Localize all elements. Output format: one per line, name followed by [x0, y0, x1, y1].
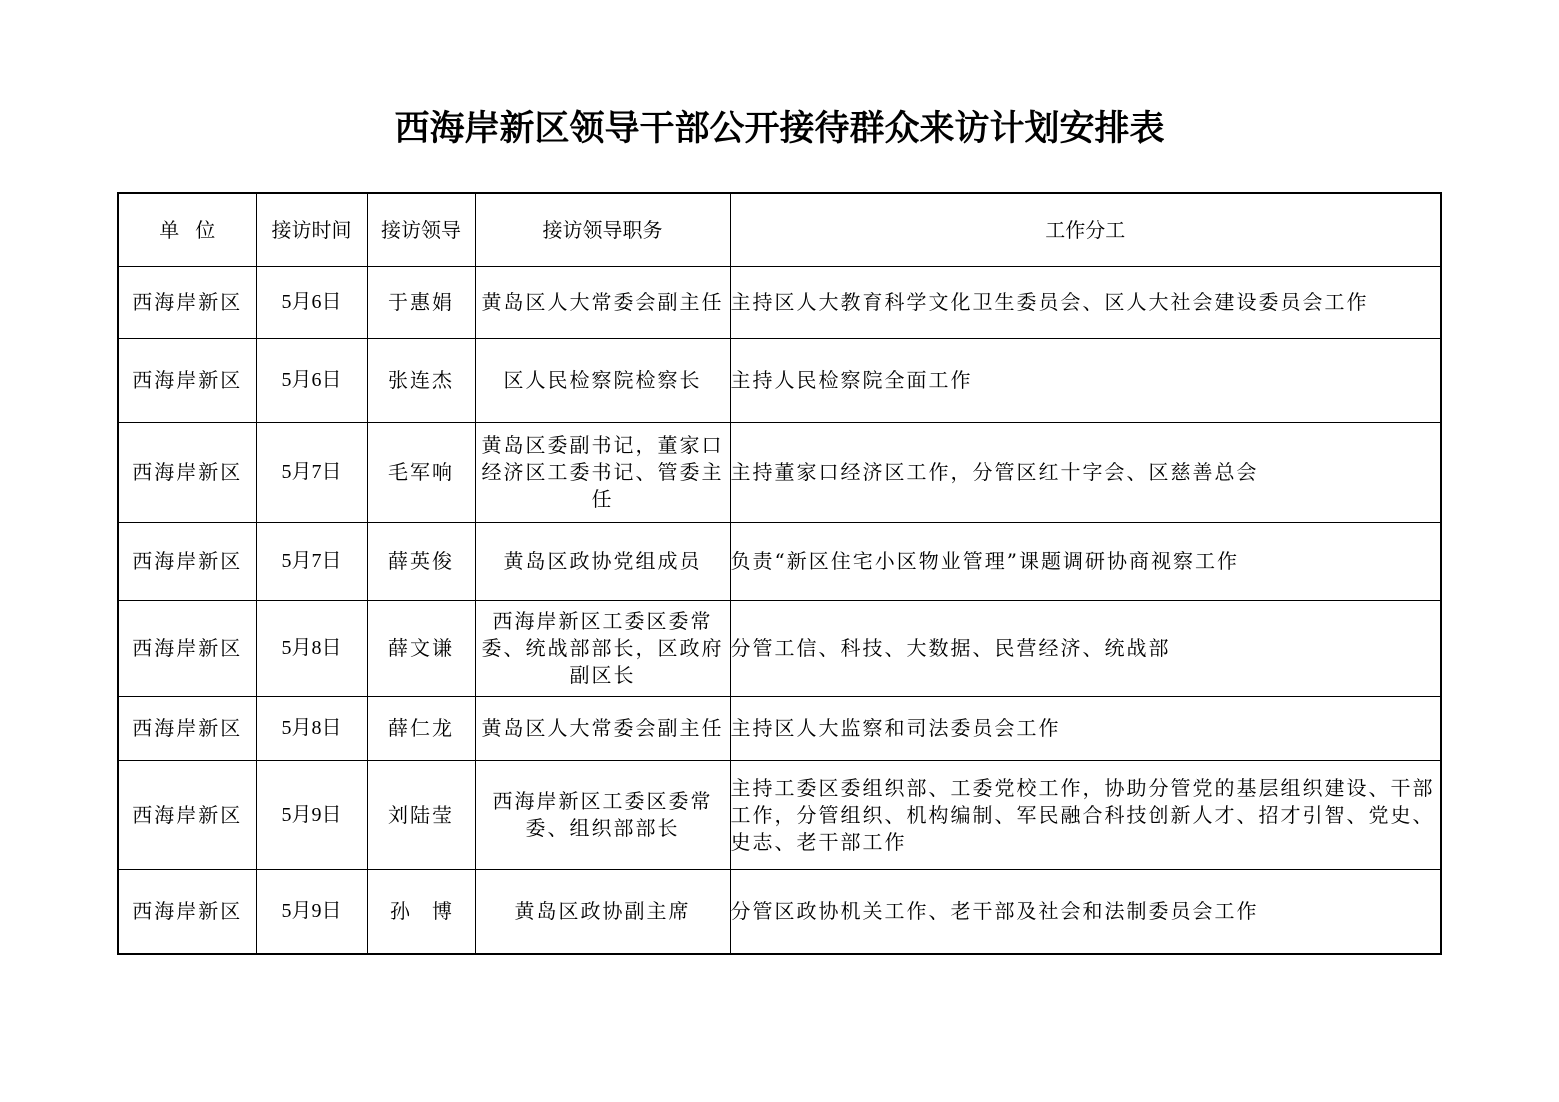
table-row: [118, 267, 1441, 339]
cell-work: 主持董家口经济区工作，分管区红十字会、区慈善总会: [730, 423, 1441, 523]
cell-work: 主持人民检察院全面工作: [730, 339, 1441, 423]
cell-work: 分管工信、科技、大数据、民营经济、统战部: [730, 601, 1441, 697]
cell-position: 西海岸新区工委区委常委、组织部部长: [475, 761, 730, 870]
cell-unit: 西海岸新区: [118, 339, 256, 423]
table-row: [118, 697, 1441, 761]
cell-date: 5月9日: [256, 870, 367, 954]
table-row: [118, 601, 1441, 697]
cell-date: 5月6日: [256, 339, 367, 423]
table-row: [118, 339, 1441, 423]
cell-date: 5月7日: [256, 523, 367, 601]
cell-leader: 毛军响: [367, 423, 475, 523]
cell-leader: 刘陆莹: [367, 761, 475, 870]
table-row: [118, 423, 1441, 523]
table-row: [118, 523, 1441, 601]
cell-leader: 薛文谦: [367, 601, 475, 697]
cell-unit: 西海岸新区: [118, 870, 256, 954]
cell-leader: 于惠娟: [367, 267, 475, 339]
cell-work: 主持区人大监察和司法委员会工作: [730, 697, 1441, 761]
cell-leader: [367, 870, 475, 954]
table-row: [118, 761, 1441, 870]
cell-unit: 西海岸新区: [118, 423, 256, 523]
cell-leader: 薛仁龙: [367, 697, 475, 761]
table-row: [118, 870, 1441, 954]
cell-work: 分管区政协机关工作、老干部及社会和法制委员会工作: [730, 870, 1441, 954]
cell-leader: 薛英俊: [367, 523, 475, 601]
header-leader: 接访领导: [367, 193, 475, 267]
header-work: 工作分工: [730, 193, 1441, 267]
cell-unit: 西海岸新区: [118, 697, 256, 761]
cell-leader-name: 孙博: [390, 898, 474, 923]
cell-date: 5月9日: [256, 761, 367, 870]
table-header-row: [118, 193, 1441, 267]
cell-position: 区人民检察院检察长: [475, 339, 730, 423]
cell-date: 5月8日: [256, 601, 367, 697]
cell-position: 黄岛区委副书记，董家口经济区工委书记、管委主任: [475, 423, 730, 523]
header-unit: 单位: [118, 193, 256, 267]
cell-work: 主持区人大教育科学文化卫生委员会、区人大社会建设委员会工作: [730, 267, 1441, 339]
cell-unit: 西海岸新区: [118, 523, 256, 601]
cell-date: 5月8日: [256, 697, 367, 761]
cell-work: 负责“新区住宅小区物业管理”课题调研协商视察工作: [730, 523, 1441, 601]
cell-leader: 张连杰: [367, 339, 475, 423]
schedule-table: [117, 192, 1442, 955]
cell-position: 黄岛区人大常委会副主任: [475, 697, 730, 761]
cell-position: 黄岛区政协副主席: [475, 870, 730, 954]
cell-work: 主持工委区委组织部、工委党校工作，协助分管党的基层组织建设、干部工作，分管组织、机构编制、军民融合科技创新人才、招才引智、党史、史志、老干部工作: [730, 761, 1441, 870]
cell-position: 西海岸新区工委区委常委、统战部部长，区政府副区长: [475, 601, 730, 697]
header-date: 接访时间: [256, 193, 367, 267]
page-title: 西海岸新区领导干部公开接待群众来访计划安排表: [394, 108, 1165, 149]
cell-unit: 西海岸新区: [118, 267, 256, 339]
cell-unit: 西海岸新区: [118, 601, 256, 697]
cell-date: 5月7日: [256, 423, 367, 523]
header-position: 接访领导职务: [475, 193, 730, 267]
cell-position: 黄岛区人大常委会副主任: [475, 267, 730, 339]
cell-date: 5月6日: [256, 267, 367, 339]
cell-unit: 西海岸新区: [118, 761, 256, 870]
cell-position: 黄岛区政协党组成员: [475, 523, 730, 601]
